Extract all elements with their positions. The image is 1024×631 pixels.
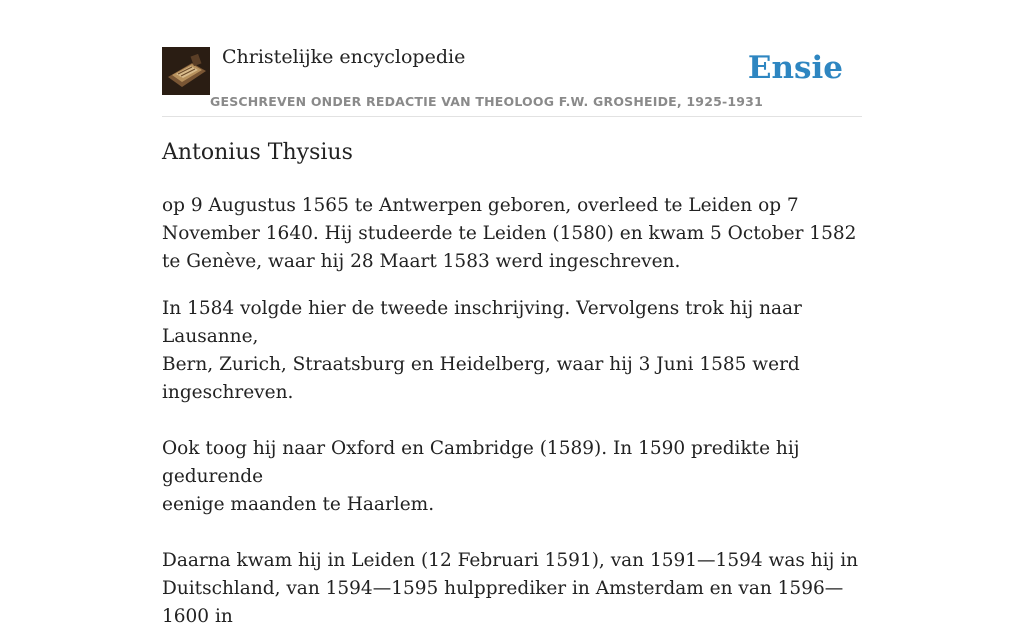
site-subtitle: GESCHREVEN ONDER REDACTIE VAN THEOLOOG F.W. GROSHEIDE, 1925-1931	[210, 94, 763, 109]
site-header	[162, 44, 862, 117]
book-icon	[162, 47, 210, 95]
line-break	[162, 519, 862, 547]
paragraph-1: op 9 Augustus 1565 te Antwerpen geboren, overleed te Leiden op 7 November 1640. Hij studeerde te Leiden (1580) en kwam 5 October 1582 te Genève, waar hij 28 Maart 1583 werd ingeschreven.	[162, 195, 857, 272]
paragraph-line: In 1584 volgde hier de tweede inschrijving. Vervolgens trok hij naar Lausanne,	[162, 298, 802, 347]
line-break	[162, 407, 862, 435]
paragraph-line: Bern, Zurich, Straatsburg en Heidelberg, waar hij 3 Juni 1585 werd ingeschreven.	[162, 354, 800, 403]
paragraph-line: Duitschland, van 1594—1595 hulpprediker in Amsterdam en van 1596—1600 in	[162, 578, 844, 627]
brand-logo[interactable]: Ensie	[747, 50, 843, 86]
paragraph-line: eenige maanden te Haarlem.	[162, 494, 435, 515]
article-body	[162, 192, 862, 631]
site-logo-image[interactable]	[162, 47, 210, 95]
paragraph-2	[162, 295, 862, 631]
paragraph-line: Ook toog hij naar Oxford en Cambridge (1589). In 1590 predikte hij gedurende	[162, 438, 800, 487]
paragraph-line: Daarna kwam hij in Leiden (12 Februari 1591), van 1591—1594 was hij in	[162, 550, 859, 571]
article-title: Antonius Thysius	[162, 140, 353, 165]
site-title[interactable]: Christelijke encyclopedie	[222, 46, 466, 68]
